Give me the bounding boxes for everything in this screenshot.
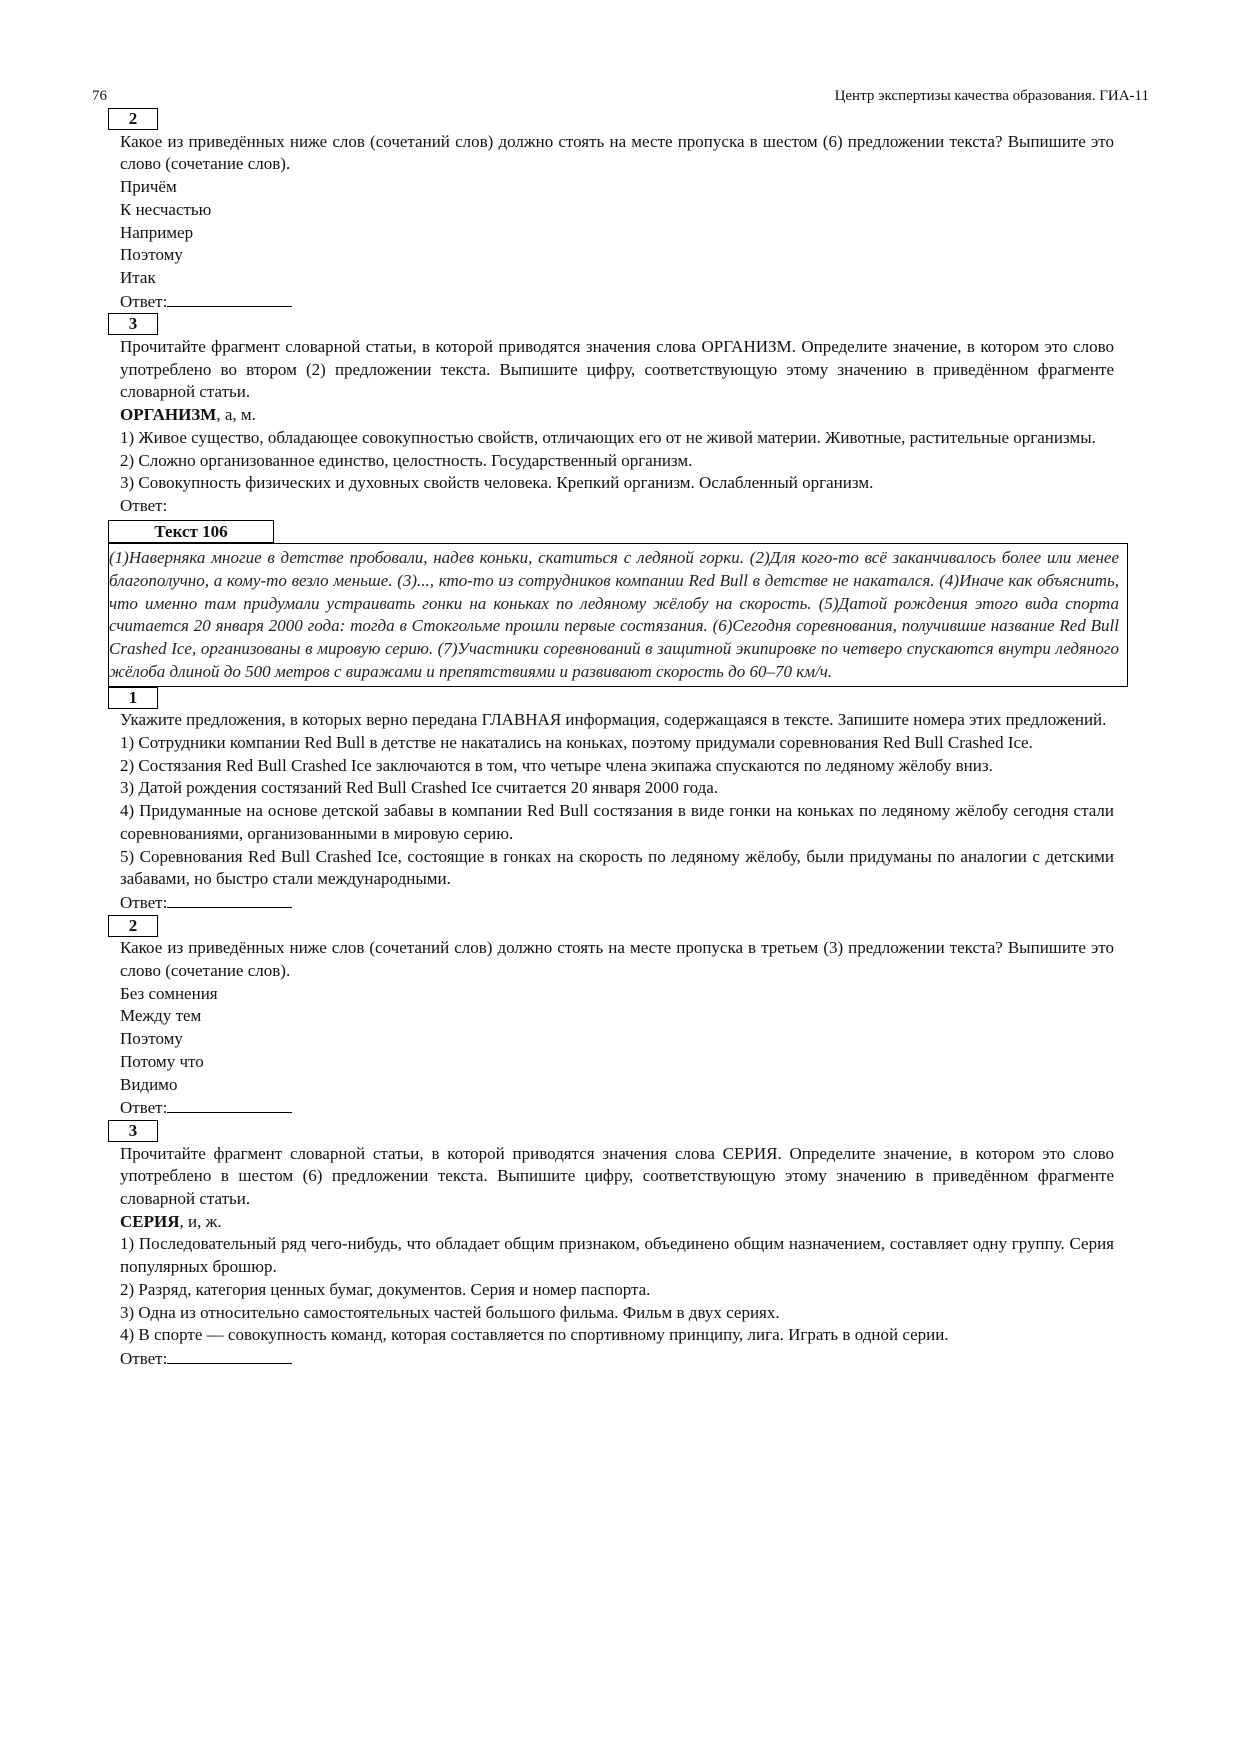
task-block [120, 915, 1114, 1120]
answer-label: Ответ: [120, 495, 168, 515]
option-item: К несчастью [120, 199, 212, 219]
meaning-item: 2) Сложно организованное единство, целостность. Государственный организм. [120, 450, 693, 470]
option-item: 2) Состязания Red Bull Crashed Ice заключаются в том, что четыре члена экипажа спускаются по ледяному жёлобу вниз. [120, 755, 993, 775]
page-number: 76 [92, 88, 107, 104]
text-passage [108, 543, 1128, 686]
passage-text: (1)Наверняка многие в детстве пробовали, надев коньки, скатиться с ледяной горки. (2)Для кого-то всё заканчивалось более или менее благополучно, а кому-то везло меньше. (3)..., кто-то из сотрудников компании Red Bull в детстве не накатался. (4)Иначе как объяснить, что именно там придумали устраивать гонки на коньках по ледяному жёлобу на скорость. (5)Датой рождения этого вида спорта считается 20 января 2000 года: тогда в Стокгольме прошли первые состязания. (6)Сегодня соревнования, получившие название Red Bull Crashed Ice, организованы в мировую серию. (7)Участники соревнований в защитной экипировке по четверо спускаются внутри ледяного жёлоба длиной до 500 метров с виражами и препятствиями и развивают скорость до 60–70 км/ч. [109, 548, 1119, 681]
headword-grammar: , а, м. [216, 405, 256, 425]
option-item: Видимо [120, 1074, 178, 1094]
answer-blank[interactable] [167, 1096, 292, 1113]
task-block [120, 1120, 1114, 1371]
text-block [109, 518, 1119, 687]
answer-label: Ответ: [120, 291, 168, 311]
task-block [120, 313, 1114, 517]
page-header [92, 88, 1149, 108]
answer-row [120, 290, 1114, 314]
task-number-box: 2 [108, 108, 158, 130]
header-title: Центр экспертизы качества образования. ГИА-11 [834, 88, 1149, 104]
option-item: Между тем [120, 1006, 202, 1026]
option-item: 1) Сотрудники компании Red Bull в детстве не накатались на коньках, поэтому придумали соревнования Red Bull Crashed Ice. [120, 732, 1033, 752]
page-content [109, 108, 1119, 1371]
option-item: Причём [120, 177, 177, 197]
headword: ОРГАНИЗМ [120, 405, 217, 425]
task-question: Прочитайте фрагмент словарной статьи, в которой приводятся значения слова СЕРИЯ. Определите значение, в котором это слово употреблено в шестом (6) предложении текста. Выпишите цифру, соответствующую этому значению в приведённом фрагменте словарной статьи. [120, 1143, 1114, 1209]
task-number-box: 3 [108, 1120, 158, 1142]
answer-label: Ответ: [120, 892, 168, 912]
meaning-item: 2) Разряд, категория ценных бумаг, документов. Серия и номер паспорта. [120, 1279, 651, 1299]
option-item: Например [120, 222, 194, 242]
headword-grammar: , и, ж. [179, 1211, 222, 1231]
headword: СЕРИЯ [120, 1211, 180, 1231]
meaning-item: 1) Последовательный ряд чего-нибудь, что обладает общим признаком, объединено общим назначением, составляет одну группу. Серия популярных брошюр. [120, 1234, 1114, 1277]
answer-blank[interactable] [167, 290, 292, 307]
option-item: Без сомнения [120, 983, 218, 1003]
meaning-item: 3) Совокупность физических и духовных свойств человека. Крепкий организм. Ослабленный организм. [120, 473, 874, 493]
option-item: Поэтому [120, 245, 183, 265]
answer-label: Ответ: [120, 1098, 168, 1118]
answer-row [120, 891, 1114, 915]
option-item: 3) Датой рождения состязаний Red Bull Crashed Ice считается 20 января 2000 года. [120, 778, 719, 798]
answer-row [120, 1347, 1114, 1371]
dictionary-entry-heading [120, 404, 1114, 427]
text-title: Текст 106 [108, 520, 274, 543]
answer-blank[interactable] [167, 891, 292, 908]
task-number-box: 3 [108, 313, 158, 335]
meaning-item: 1) Живое существо, обладающее совокупностью свойств, отличающих его от не живой материи. Животные, растительные организмы. [120, 427, 1096, 447]
task-block [120, 108, 1114, 313]
dictionary-entry-heading [120, 1211, 1114, 1234]
task-block [120, 687, 1114, 915]
option-item: Поэтому [120, 1029, 183, 1049]
task-question: Какое из приведённых ниже слов (сочетаний слов) должно стоять на месте пропуска в третьем (3) предложении текста? Выпишите это слово (сочетание слов). [120, 938, 1114, 981]
task-question: Прочитайте фрагмент словарной статьи, в которой приводятся значения слова ОРГАНИЗМ. Определите значение, в котором это слово употреблено во втором (2) предложении текста. Выпишите цифру, соответствующую этому значению в приведённом фрагменте словарной статьи. [120, 337, 1114, 402]
task-number-box: 2 [108, 915, 158, 937]
answer-blank[interactable] [167, 1347, 292, 1364]
meaning-item: 4) В спорте — совокупность команд, которая составляется по спортивному принципу, лига. Играть в одной серии. [120, 1325, 949, 1345]
option-item: Итак [120, 267, 156, 287]
option-item: 4) Придуманные на основе детской забавы в компании Red Bull состязания в виде гонки на коньках по ледяному жёлобу сегодня стали соревнованиями, организованными в мировую серию. [120, 801, 1114, 843]
answer-row [120, 1096, 1114, 1120]
option-item: Потому что [120, 1051, 204, 1071]
task-question: Какое из приведённых ниже слов (сочетаний слов) должно стоять на месте пропуска в шестом (6) предложении текста? Выпишите это слово (сочетание слов). [120, 131, 1114, 174]
option-item: 5) Соревнования Red Bull Crashed Ice, состоящие в гонках на скорость по ледяному жёлобу, были придуманы по аналогии с детскими забавами, но быстро стали международными. [120, 846, 1114, 889]
task-question: Укажите предложения, в которых верно передана ГЛАВНАЯ информация, содержащаяся в тексте. Запишите номера этих предложений. [120, 710, 1107, 730]
answer-row [120, 495, 1114, 518]
meaning-item: 3) Одна из относительно самостоятельных частей большого фильма. Фильм в двух сериях. [120, 1302, 780, 1322]
answer-label: Ответ: [120, 1348, 168, 1368]
task-number-box: 1 [108, 687, 158, 709]
